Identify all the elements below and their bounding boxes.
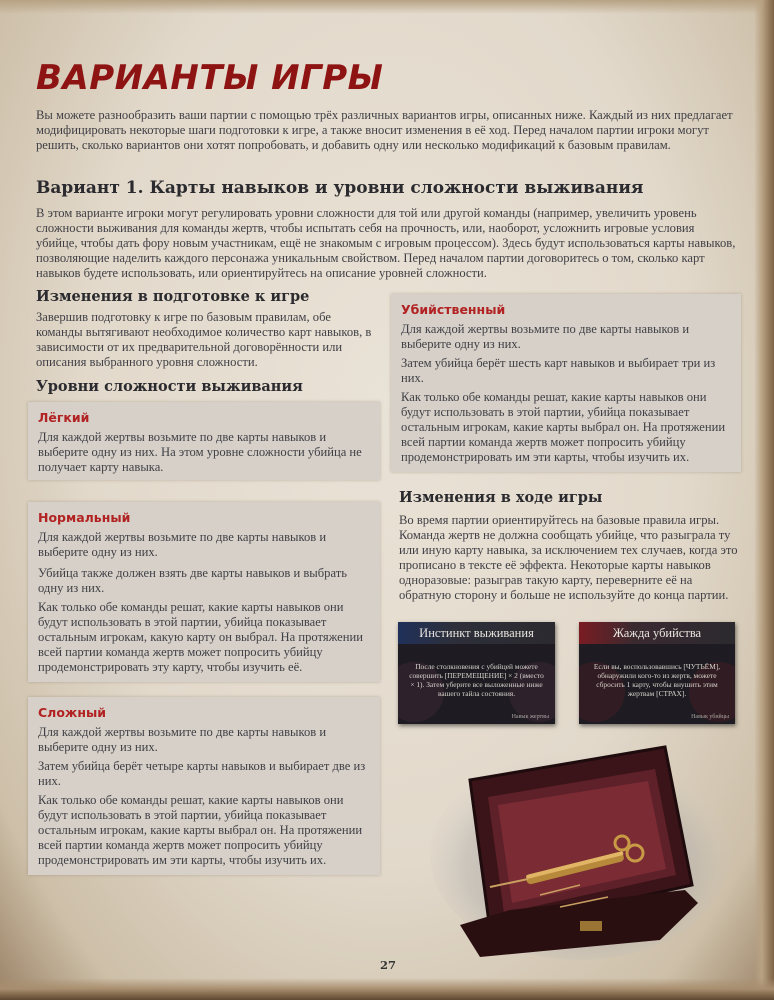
card-footer: Навык убийцы xyxy=(691,714,729,720)
level-hard-text-2: Затем убийца берёт четыре карты навыков и выбирает две из них. xyxy=(38,759,366,788)
card-title: Инстинкт выживания xyxy=(419,626,534,640)
level-normal-title: Нормальный xyxy=(38,510,131,525)
setup-heading: Изменения в подготовке к игре xyxy=(36,288,310,305)
level-deadly-box xyxy=(391,294,741,472)
level-hard-text-1: Для каждой жертвы возьмите по две карты навыков и выберите одну из них. xyxy=(38,725,327,754)
skill-card-killer xyxy=(579,622,735,724)
card-text: Если вы, воспользовавшись [ЧУТЬЁМ], обнаружили кого-то из жертв, можете сбросить 1 карту, чтобы внушить этим жертвам [СТРАХ]. xyxy=(593,662,721,698)
page-edge-top xyxy=(0,0,774,14)
levels-heading: Уровни сложности выживания xyxy=(36,378,303,395)
level-hard-title: Сложный xyxy=(38,705,107,720)
variant-1-heading: Вариант 1. Карты навыков и уровни сложности выживания xyxy=(36,178,644,198)
setup-body: Завершив подготовку к игре по базовым правилам, обе команды вытягивают необходимое количество карт навыков, в зависимости от их предварительной договорённости или описания выбранного уровня сложности. xyxy=(36,310,372,369)
page-edge-bottom xyxy=(0,978,774,1000)
gameplay-body: Во время партии ориентируйтесь на базовые правила игры. Команда жертв не должна сообщать убийце, что разыграла ту или иную карту навыка, за исключением тех случаев, когда это прописано в тексте её эффекта. Некоторые карты навыков одноразовые: разыграв такую карту, переверните её на обратную сторону и больше не используйте до конца партии. xyxy=(399,513,738,602)
level-normal-text-2: Убийца также должен взять две карты навыков и выбрать одну из них. xyxy=(38,566,347,595)
gameplay-heading: Изменения в ходе игры xyxy=(399,489,603,506)
level-deadly-text-2: Затем убийца берёт шесть карт навыков и выбирает три из них. xyxy=(401,356,716,385)
level-deadly-text-3: Как только обе команды решат, какие карты навыков они будут использовать в этой партии, убийца показывает остальным игрокам, какие карты выбрал он. На протяжении всей партии команда жертв может попросить убийцу продемонстрировать им эти карты, чтобы изучить их. xyxy=(401,390,726,464)
page-title: ВАРИАНТЫ ИГРЫ xyxy=(36,58,384,98)
level-deadly-title: Убийственный xyxy=(401,302,506,317)
level-normal-text-1: Для каждой жертвы возьмите по две карты навыков и выберите одну из них. xyxy=(38,530,327,559)
card-text: После столкновения с убийцей можете совершить [ПЕРЕМЕЩЕНИЕ] × 2 (вместо × 1). Затем уберите все выложенные ниже вашего тайла состояния. xyxy=(409,662,544,698)
level-normal-box xyxy=(28,502,380,682)
level-deadly-text-1: Для каждой жертвы возьмите по две карты навыков и выберите одну из них. xyxy=(401,322,690,351)
intro-paragraph: Вы можете разнообразить ваши партии с помощью трёх различных вариантов игры, описанных ниже. Каждый из них предлагает модифицировать некоторые шаги подготовки к игре, а также вносит изменения в её ход. Перед началом партии игроки могут решить, сколько вариантов они хотят попробовать, и добавить одну или несколько модификаций к базовым правилам. xyxy=(36,108,733,152)
card-footer: Навык жертвы xyxy=(511,714,549,720)
variant-1-body: В этом варианте игроки могут регулировать уровни сложности для той или другой команды (например, увеличить уровень сложности выживания для команды жертв, чтобы испытать себя на прочность, или, наоборот, усложнить игровые условия убийце, чтобы дать фору новым участникам, ещё не знакомым с игровым процессом). Здесь будут использоваться карты навыков, позволяющие наделить каждого персонажа уникальным свойством. Перед началом партии договоритесь о том, сколько карт навыков будете использовать, или ориентируйтесь на описание уровней сложности. xyxy=(36,206,736,280)
page-edge-right xyxy=(754,0,774,1000)
syringe-case-illustration xyxy=(430,735,730,960)
level-easy-title: Лёгкий xyxy=(38,410,90,425)
level-easy-box xyxy=(28,402,380,480)
page-number: 27 xyxy=(380,958,397,972)
card-title: Жажда убийства xyxy=(612,626,702,640)
level-hard-box xyxy=(28,697,380,875)
level-normal-text-3: Как только обе команды решат, какие карты навыков они будут использовать в этой партии, убийца показывает остальным игрокам, какую карту он выбрал. На протяжении всей партии команда жертв может попросить убийцу продемонстрировать эту карту, чтобы изучить её. xyxy=(38,600,363,674)
level-hard-text-3: Как только обе команды решат, какие карты навыков они будут использовать в этой партии, убийца показывает остальным игрокам, какие карты выбрал он. На протяжении всей партии команда жертв может попросить убийцу продемонстрировать им эти карты, чтобы изучить их. xyxy=(38,793,363,867)
skill-card-survivor xyxy=(398,622,555,724)
level-easy-text: Для каждой жертвы возьмите по две карты навыков и выберите одну из них. На этом уровне сложности убийца не получает карту навыка. xyxy=(38,430,362,474)
